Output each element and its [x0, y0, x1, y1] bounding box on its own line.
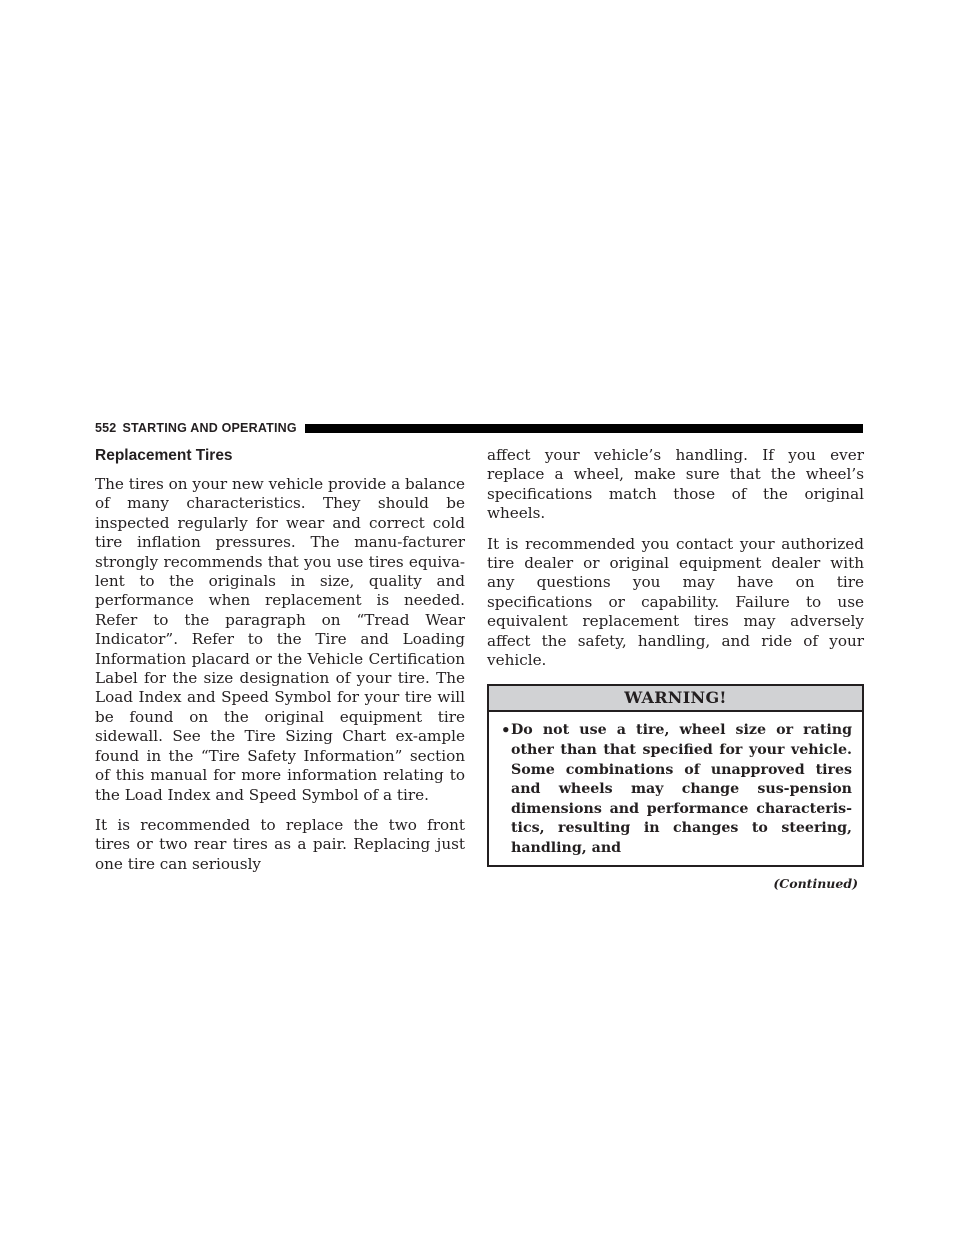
section-heading: Replacement Tires	[95, 447, 233, 464]
continued-label: (Continued)	[773, 875, 858, 891]
paragraph: It is recommended you contact your authorized tire dealer or original equipment dealer with any questions you may have on tire specifications or capability. Failure to use equivalent replacement tires may adversely affect the safety, handling, and ride of your vehicle.	[487, 534, 864, 670]
left-column	[95, 446, 465, 885]
warning-item	[489, 712, 862, 864]
warning-box	[487, 684, 864, 866]
page-header	[95, 418, 863, 438]
right-column	[487, 446, 864, 893]
header-rule	[305, 424, 863, 433]
paragraph: affect your vehicle’s handling. If you ever replace a wheel, make sure that the wheel’s specifications match those of the original wheels.	[487, 446, 864, 523]
page-number: 552	[95, 421, 117, 435]
warning-title: WARNING!	[489, 686, 862, 712]
warning-text: Do not use a tire, wheel size or rating other than that specified for your vehicle. Some combinations of unapproved tires and wheels may change sus-pension dimensions and performance characteris-tics, resulting in changes to steering, handling, and	[511, 722, 852, 857]
paragraph: The tires on your new vehicle provide a balance of many characteristics. They should be inspected regularly for wear and correct cold tire inflation pressures. The manu-facturer strongly recommends that you use tires equiva-lent to the originals in size, quality and performance when replacement is needed. Refer to the paragraph on “Tread Wear Indicator”. Refer to the Tire and Loading Information placard or the Vehicle Certification Label for the size designation of your tire. The Load Index and Speed Symbol for your tire will be found on the original equipment tire sidewall. See the Tire Sizing Chart ex-ample found in the “Tire Safety Information” section of this manual for more information relating to the Load Index and Speed Symbol of a tire.	[95, 475, 465, 804]
section-title: STARTING AND OPERATING	[122, 421, 297, 435]
bullet-icon: •	[501, 721, 511, 740]
paragraph: It is recommended to replace the two front tires or two rear tires as a pair. Replacing just one tire can seriously	[95, 815, 465, 873]
